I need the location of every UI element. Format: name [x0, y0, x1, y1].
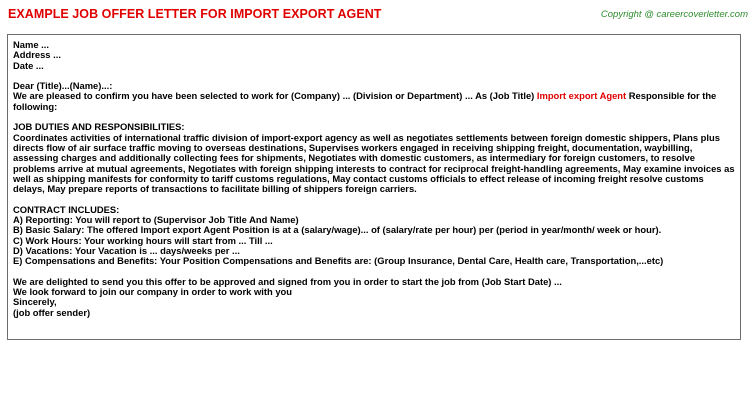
letter-date: Date ...: [13, 59, 44, 71]
contract-item-reporting: A) Reporting: You will report to (Supervisor Job Title And Name): [13, 214, 299, 226]
contract-item-vacations: D) Vacations: Your Vacation is ... days/weeks per ...: [13, 244, 240, 256]
duties-paragraph: Coordinates activities of international traffic division of import-export agency as well as negotiates settlements between foreign domestic shippers, Plans plus directs flow of air surface traffic moving to overseas destinations, Supervises workers engaged in receiving shipping freight, documentation, waybilling, assessing charges and additionally collecting fees for shipments, Negotiates with domestic customers, as intermediary for foreign customers, to resolve problems arrive at mutual agreements, Negotiates with foreign shipping interests to contract for reciprocal freight-handling agreements, May examine invoices as well as shipping manifests for conformity to tariff customs regulations, May contact customs officials to effect release of incoming freight resolve customs delays, May prepare reports of transactions to facilitate billing of shippers foreign carriers.: [13, 131, 735, 195]
intro-text-end: Responsible for the following:: [13, 90, 717, 112]
intro-paragraph: [13, 91, 735, 112]
contract-item-hours: C) Work Hours: Your working hours will start from ... Till ...: [13, 234, 273, 246]
sign-off: Sincerely,: [13, 296, 57, 308]
recipient-address: Address ...: [13, 49, 61, 61]
page-header: [8, 7, 748, 25]
page-title: EXAMPLE JOB OFFER LETTER FOR IMPORT EXPORT AGENT: [8, 7, 382, 21]
contract-heading: CONTRACT INCLUDES:: [13, 203, 120, 215]
copyright-notice: Copyright @ careercoverletter.com: [600, 9, 748, 20]
duties-heading: JOB DUTIES AND RESPONSIBILITIES:: [13, 121, 185, 133]
letter-body: [7, 34, 741, 340]
sender: (job offer sender): [13, 306, 91, 318]
job-title-highlight: Import export Agent: [536, 90, 627, 102]
contract-item-benefits: E) Compensations and Benefits: Your Position Compensations and Benefits are: (Group Insurance, Dental Care, Health care, Transportation,...etc): [13, 255, 664, 267]
closing-line-2: We look forward to join our company in order to work with you: [13, 286, 293, 298]
salutation: Dear (Title)...(Name)...:: [13, 80, 113, 92]
closing-line-1: We are delighted to send you this offer to be approved and signed from you in order to start the job from (Job Start Date) ...: [13, 275, 562, 287]
contract-item-salary: B) Basic Salary: The offered Import export Agent Position is at a (salary/wage)... of (salary/rate per hour) per (period in year/month/ week or hour).: [13, 224, 662, 236]
intro-text: We are pleased to confirm you have been selected to work for (Company) ... (Division or Department) ... As (Job Title): [13, 90, 537, 102]
recipient-name: Name ...: [13, 39, 49, 50]
